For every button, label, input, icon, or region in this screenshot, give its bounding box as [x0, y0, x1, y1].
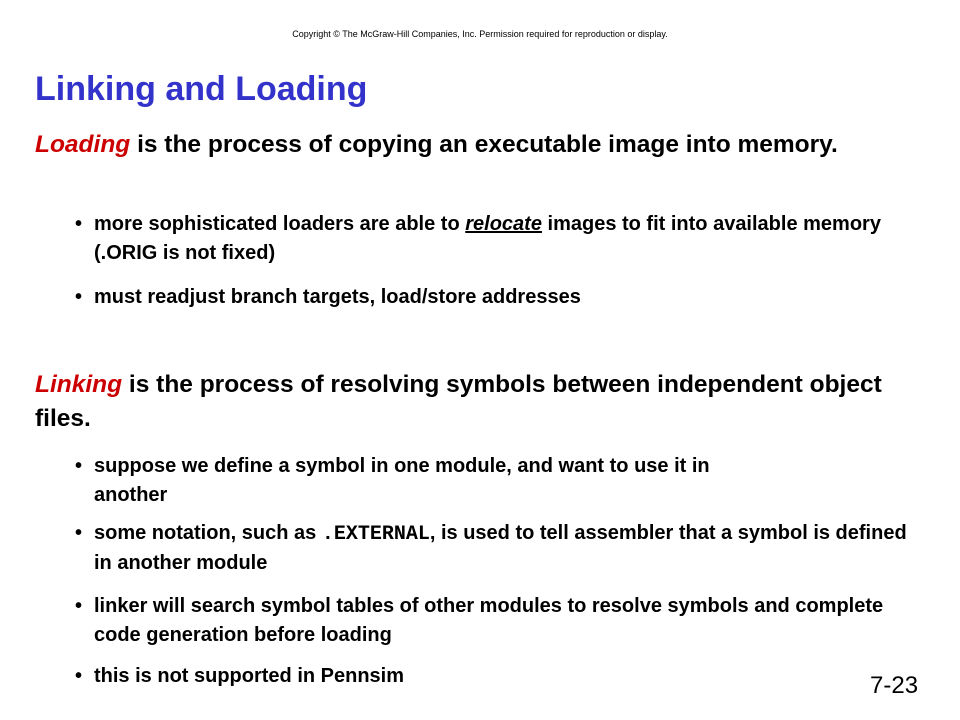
linking-definition [35, 368, 915, 436]
list-item [75, 592, 915, 650]
bullet-text: some notation, such as .EXTERNAL, is used to tell assembler that a symbol is defined in another module [94, 522, 907, 574]
list-item [75, 662, 915, 691]
loading-definition [35, 128, 915, 162]
bullet-icon: • [75, 455, 83, 477]
relocate-term: relocate [465, 213, 542, 235]
loading-keyword: Loading [35, 131, 131, 158]
bullet-icon: • [75, 522, 83, 544]
bullet-icon: • [75, 213, 83, 235]
bullet-icon: • [75, 665, 83, 687]
slide-number: 7-23 [870, 672, 919, 699]
bullet-text: more sophisticated loaders are able to relocate images to fit into available memory (.ORIG is not fixed) [94, 213, 881, 264]
bullet-text: must readjust branch targets, load/store addresses [94, 286, 581, 308]
list-item [75, 283, 915, 312]
slide-title: Linking and Loading [35, 70, 368, 108]
bullet-text: this is not supported in Pennsim [94, 665, 405, 687]
bullet-text: linker will search symbol tables of other modules to resolve symbols and complete code generation before loading [94, 595, 884, 646]
list-item [75, 210, 915, 268]
linking-keyword: Linking [35, 371, 123, 398]
external-directive: .EXTERNAL [321, 523, 430, 546]
list-item [75, 452, 915, 510]
copyright-notice: Copyright © The McGraw-Hill Companies, Inc. Permission required for reproduction or display. [292, 29, 668, 39]
linking-definition-text: is the process of resolving symbols between independent object files. [35, 371, 882, 432]
list-item [75, 519, 915, 578]
bullet-icon: • [75, 286, 83, 308]
bullet-text: suppose we define a symbol in one module, and want to use it in another [94, 455, 710, 506]
loading-definition-text: is the process of copying an executable image into memory. [130, 131, 838, 158]
bullet-icon: • [75, 595, 83, 617]
